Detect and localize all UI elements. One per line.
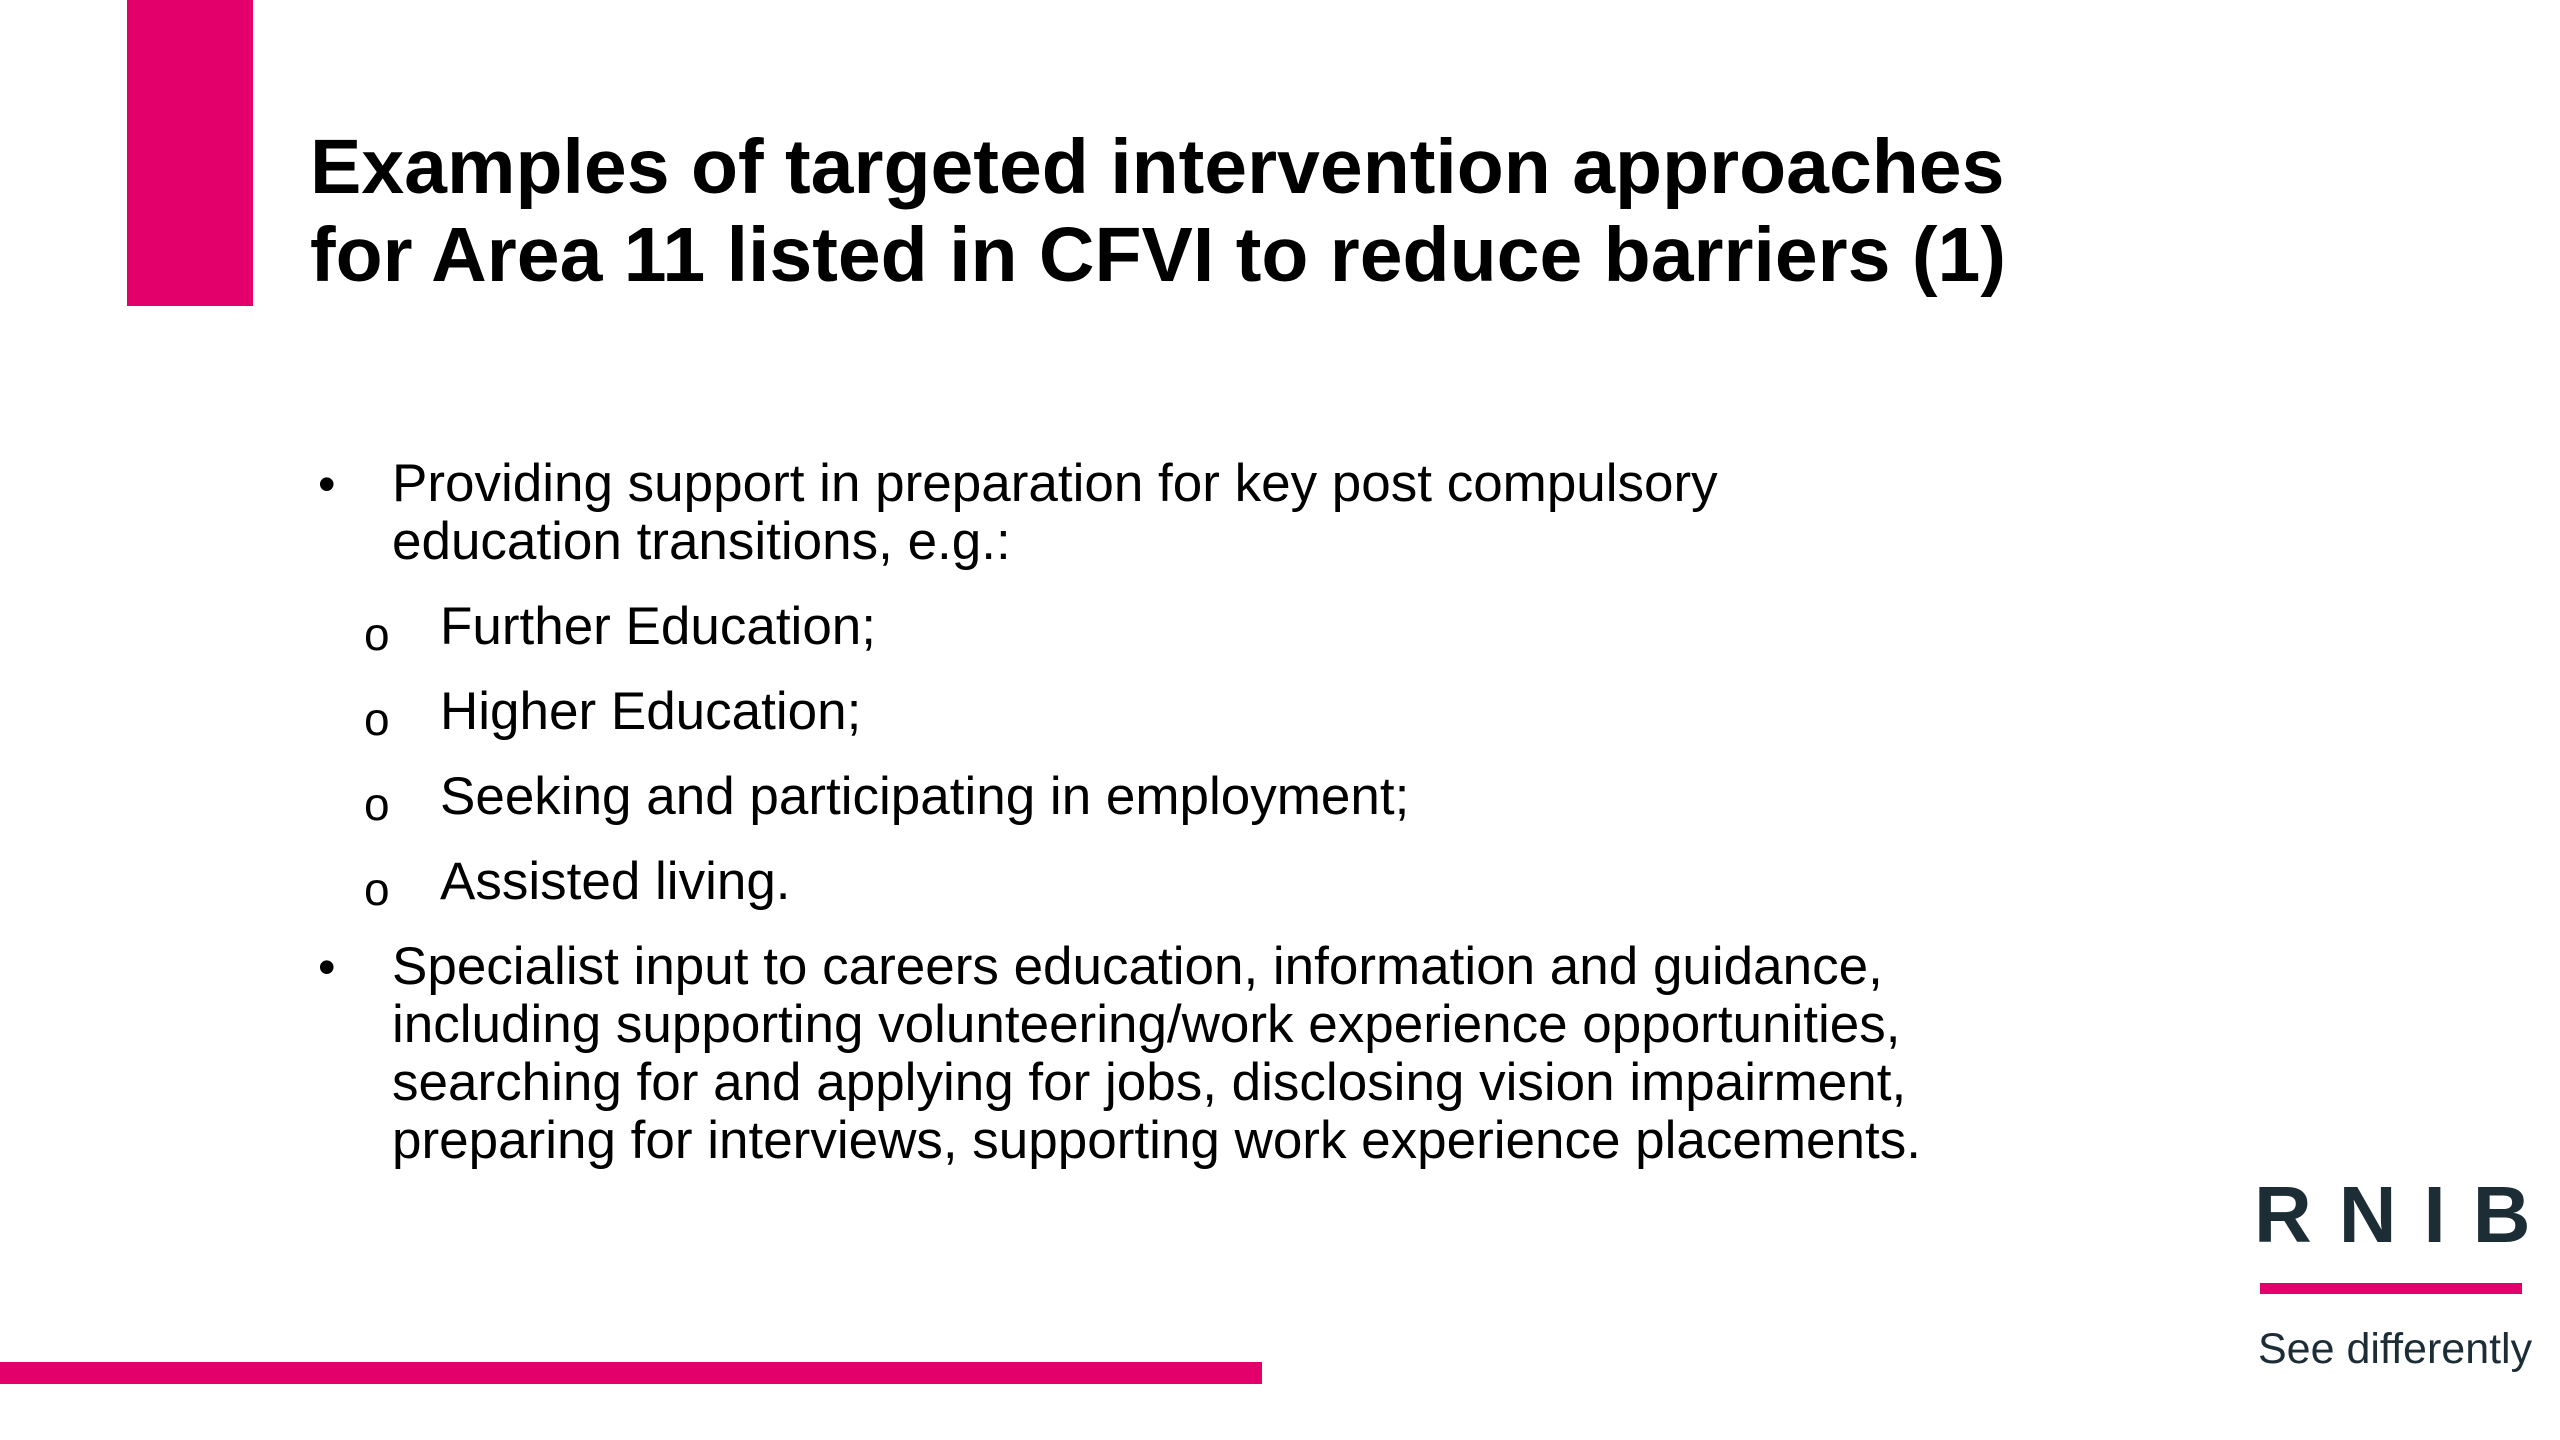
bullet-marker: • xyxy=(318,939,336,995)
bullet-line: searching for and applying for jobs, disclosing vision impairment, xyxy=(392,1053,1907,1112)
subbullet-text: Assisted living. xyxy=(440,852,791,911)
slide-title-line-2: for Area 11 listed in CFVI to reduce barriers (1) xyxy=(310,212,2006,298)
slide-title-line-1: Examples of targeted intervention approaches xyxy=(310,124,2005,210)
slide-title xyxy=(310,123,2310,299)
logo-tagline: See differently xyxy=(2258,1325,2533,1373)
subbullet-item-higher-education xyxy=(310,682,2090,745)
subbullet-marker: o xyxy=(364,608,390,660)
bullet-item-careers-guidance xyxy=(310,938,2090,1170)
top-left-accent-bar xyxy=(127,0,253,306)
logo-accent-rule xyxy=(2260,1283,2522,1294)
subbullet-marker: o xyxy=(364,778,390,830)
subbullet-marker: o xyxy=(364,693,390,745)
subbullet-item-further-education xyxy=(310,597,2090,660)
rnib-logo xyxy=(2254,1170,2558,1385)
bullet-line: including supporting volunteering/work experience opportunities, xyxy=(392,995,1901,1054)
bottom-accent-bar xyxy=(0,1362,1262,1384)
subbullet-marker: o xyxy=(364,863,390,915)
bullet-marker: • xyxy=(318,456,336,512)
slide-content xyxy=(310,455,2090,1170)
bullet-item-transitions xyxy=(310,455,2090,571)
subbullet-text: Further Education; xyxy=(440,597,877,656)
bullet-line: education transitions, e.g.: xyxy=(392,512,1011,571)
subbullet-text: Higher Education; xyxy=(440,682,862,741)
subbullet-item-employment xyxy=(310,767,2090,830)
subbullet-item-assisted-living xyxy=(310,852,2090,915)
rnib-wordmark: RNIB xyxy=(2254,1170,2558,1259)
bullet-line: Specialist input to careers education, information and guidance, xyxy=(392,937,1883,996)
bullet-line: Providing support in preparation for key post compulsory xyxy=(392,454,1718,513)
subbullet-text: Seeking and participating in employment; xyxy=(440,767,1410,826)
bullet-line: preparing for interviews, supporting work experience placements. xyxy=(392,1111,1921,1170)
